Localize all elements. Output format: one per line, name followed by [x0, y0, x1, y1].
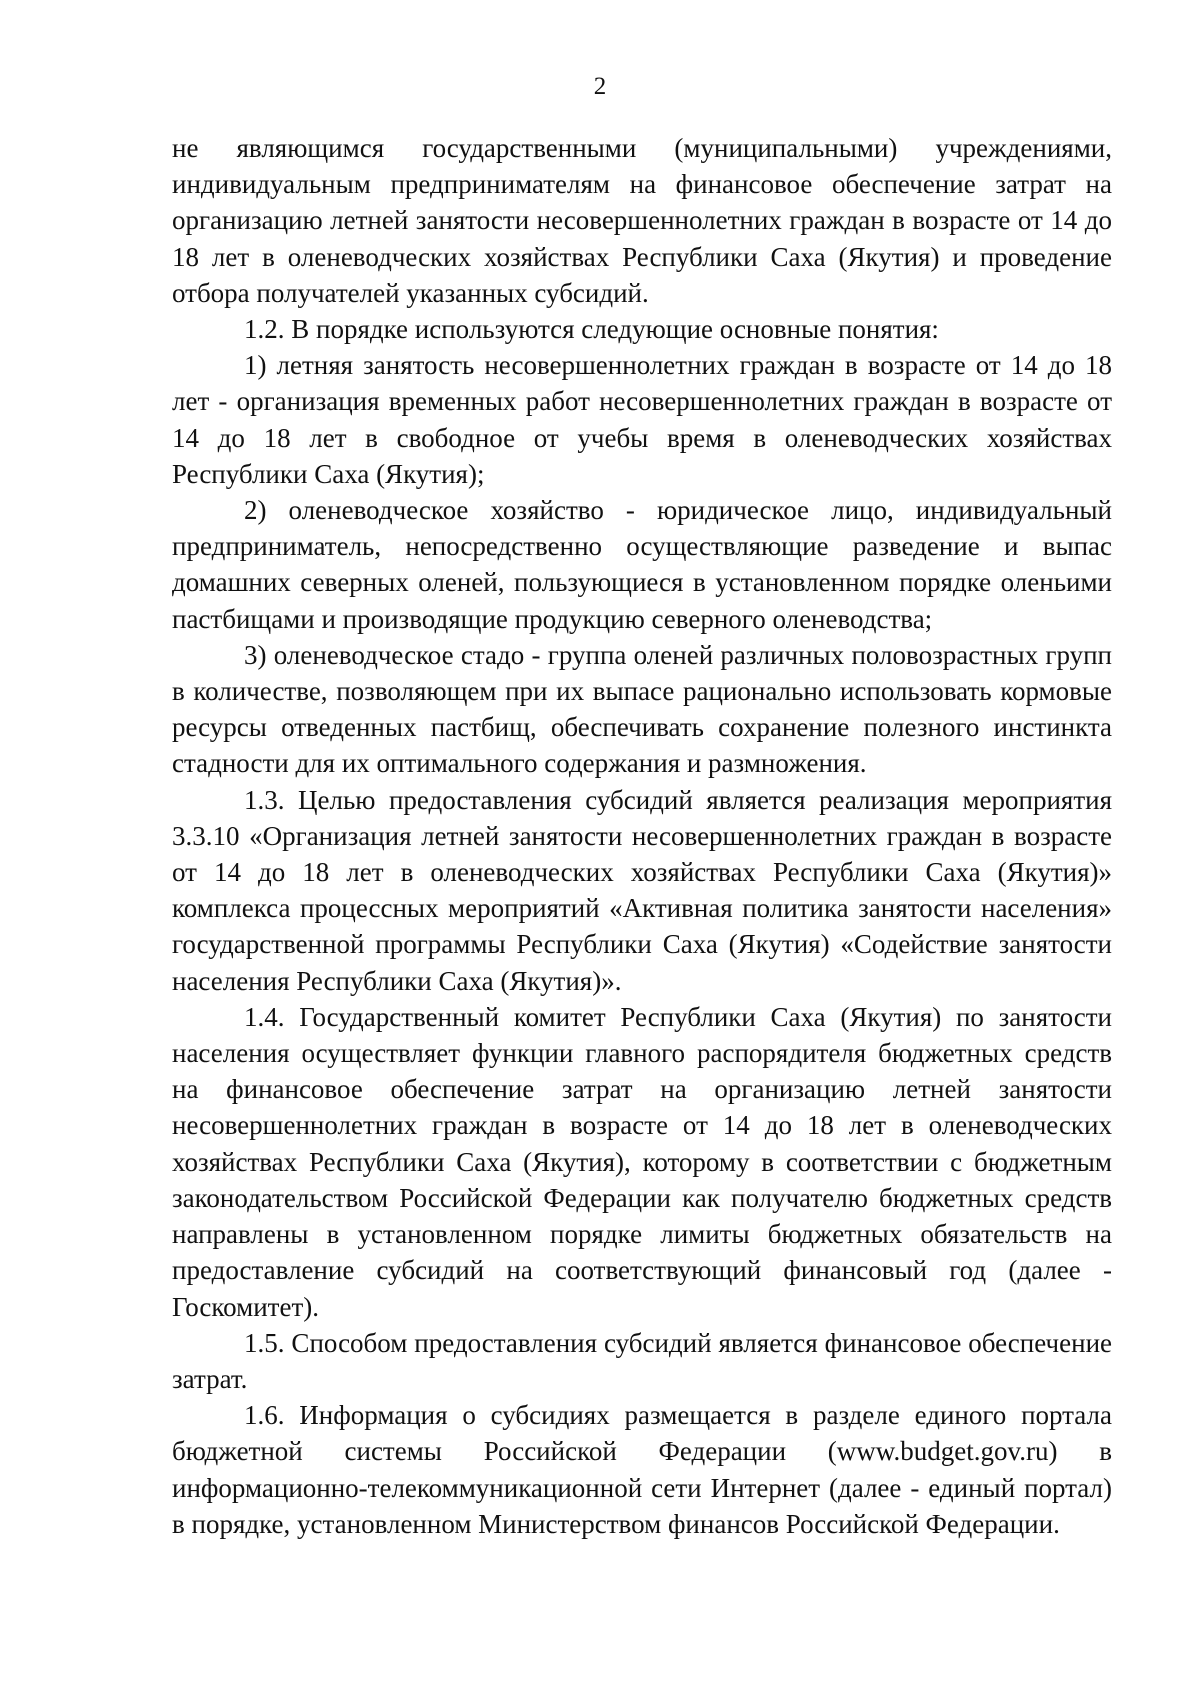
paragraph-continuation: не являющимся государственными (муниципальными) учреждениями, индивидуальным предпринимателям на финансовое обеспечение затрат на организацию летней занятости несовершеннолетних граждан в возрасте от 14 до 18 лет в оленеводческих хозяйствах Республики Саха (Якутия) и проведение отбора получателей указанных субсидий.	[172, 133, 1112, 308]
paragraph-1-6: 1.6. Информация о субсидиях размещается в разделе единого портала бюджетной системы Российской Федерации (www.budget.gov.ru) в информационно-телекоммуникационной сети Интернет (далее - единый портал) в порядке, установленном Министерством финансов Российской Федерации.	[172, 1400, 1112, 1539]
paragraph-1-4: 1.4. Государственный комитет Республики Саха (Якутия) по занятости населения осуществляет функции главного распорядителя бюджетных средств на финансовое обеспечение затрат на организацию летней занятости несовершеннолетних граждан в возрасте от 14 до 18 лет в оленеводческих хозяйствах Республики Саха (Якутия), которому в соответствии с бюджетным законодательством Российской Федерации как получателю бюджетных средств направлены в установленном порядке лимиты бюджетных обязательств на предоставление субсидий на соответствующий финансовый год (далее - Госкомитет).	[172, 1001, 1112, 1322]
paragraph-definition-3: 3) оленеводческое стадо - группа оленей различных половозрастных групп в количестве, позволяющем при их выпасе рационально использовать кормовые ресурсы отведенных пастбищ, обеспечивать сохранение полезного инстинкта стадности для их оптимального содержания и размножения.	[172, 639, 1112, 779]
paragraph-1-3: 1.3. Целью предоставления субсидий является реализация мероприятия 3.3.10 «Организация летней занятости несовершеннолетних граждан в возрасте от 14 до 18 лет в оленеводческих хозяйствах Республики Саха (Якутия)» комплекса процессных мероприятий «Активная политика занятости населения» государственной программы Республики Саха (Якутия) «Содействие занятости населения Республики Саха (Якутия)».	[172, 784, 1112, 996]
paragraph-1-5: 1.5. Способом предоставления субсидий является финансовое обеспечение затрат.	[172, 1327, 1112, 1394]
document-body	[172, 130, 1112, 1542]
page-number: 2	[593, 73, 607, 100]
paragraph-definition-1: 1) летняя занятость несовершеннолетних граждан в возрасте от 14 до 18 лет - организация временных работ несовершеннолетних граждан в возрасте от 14 до 18 лет в свободное от учебы время в оленеводческих хозяйствах Республики Саха (Якутия);	[172, 350, 1112, 489]
paragraph-definition-2: 2) оленеводческое хозяйство - юридическое лицо, индивидуальный предприниматель, непосредственно осуществляющие разведение и выпас домашних северных оленей, пользующиеся в установленном порядке оленьими пастбищами и производящие продукцию северного оленеводства;	[172, 495, 1112, 634]
paragraph-1-2: 1.2. В порядке используются следующие основные понятия:	[244, 314, 939, 345]
